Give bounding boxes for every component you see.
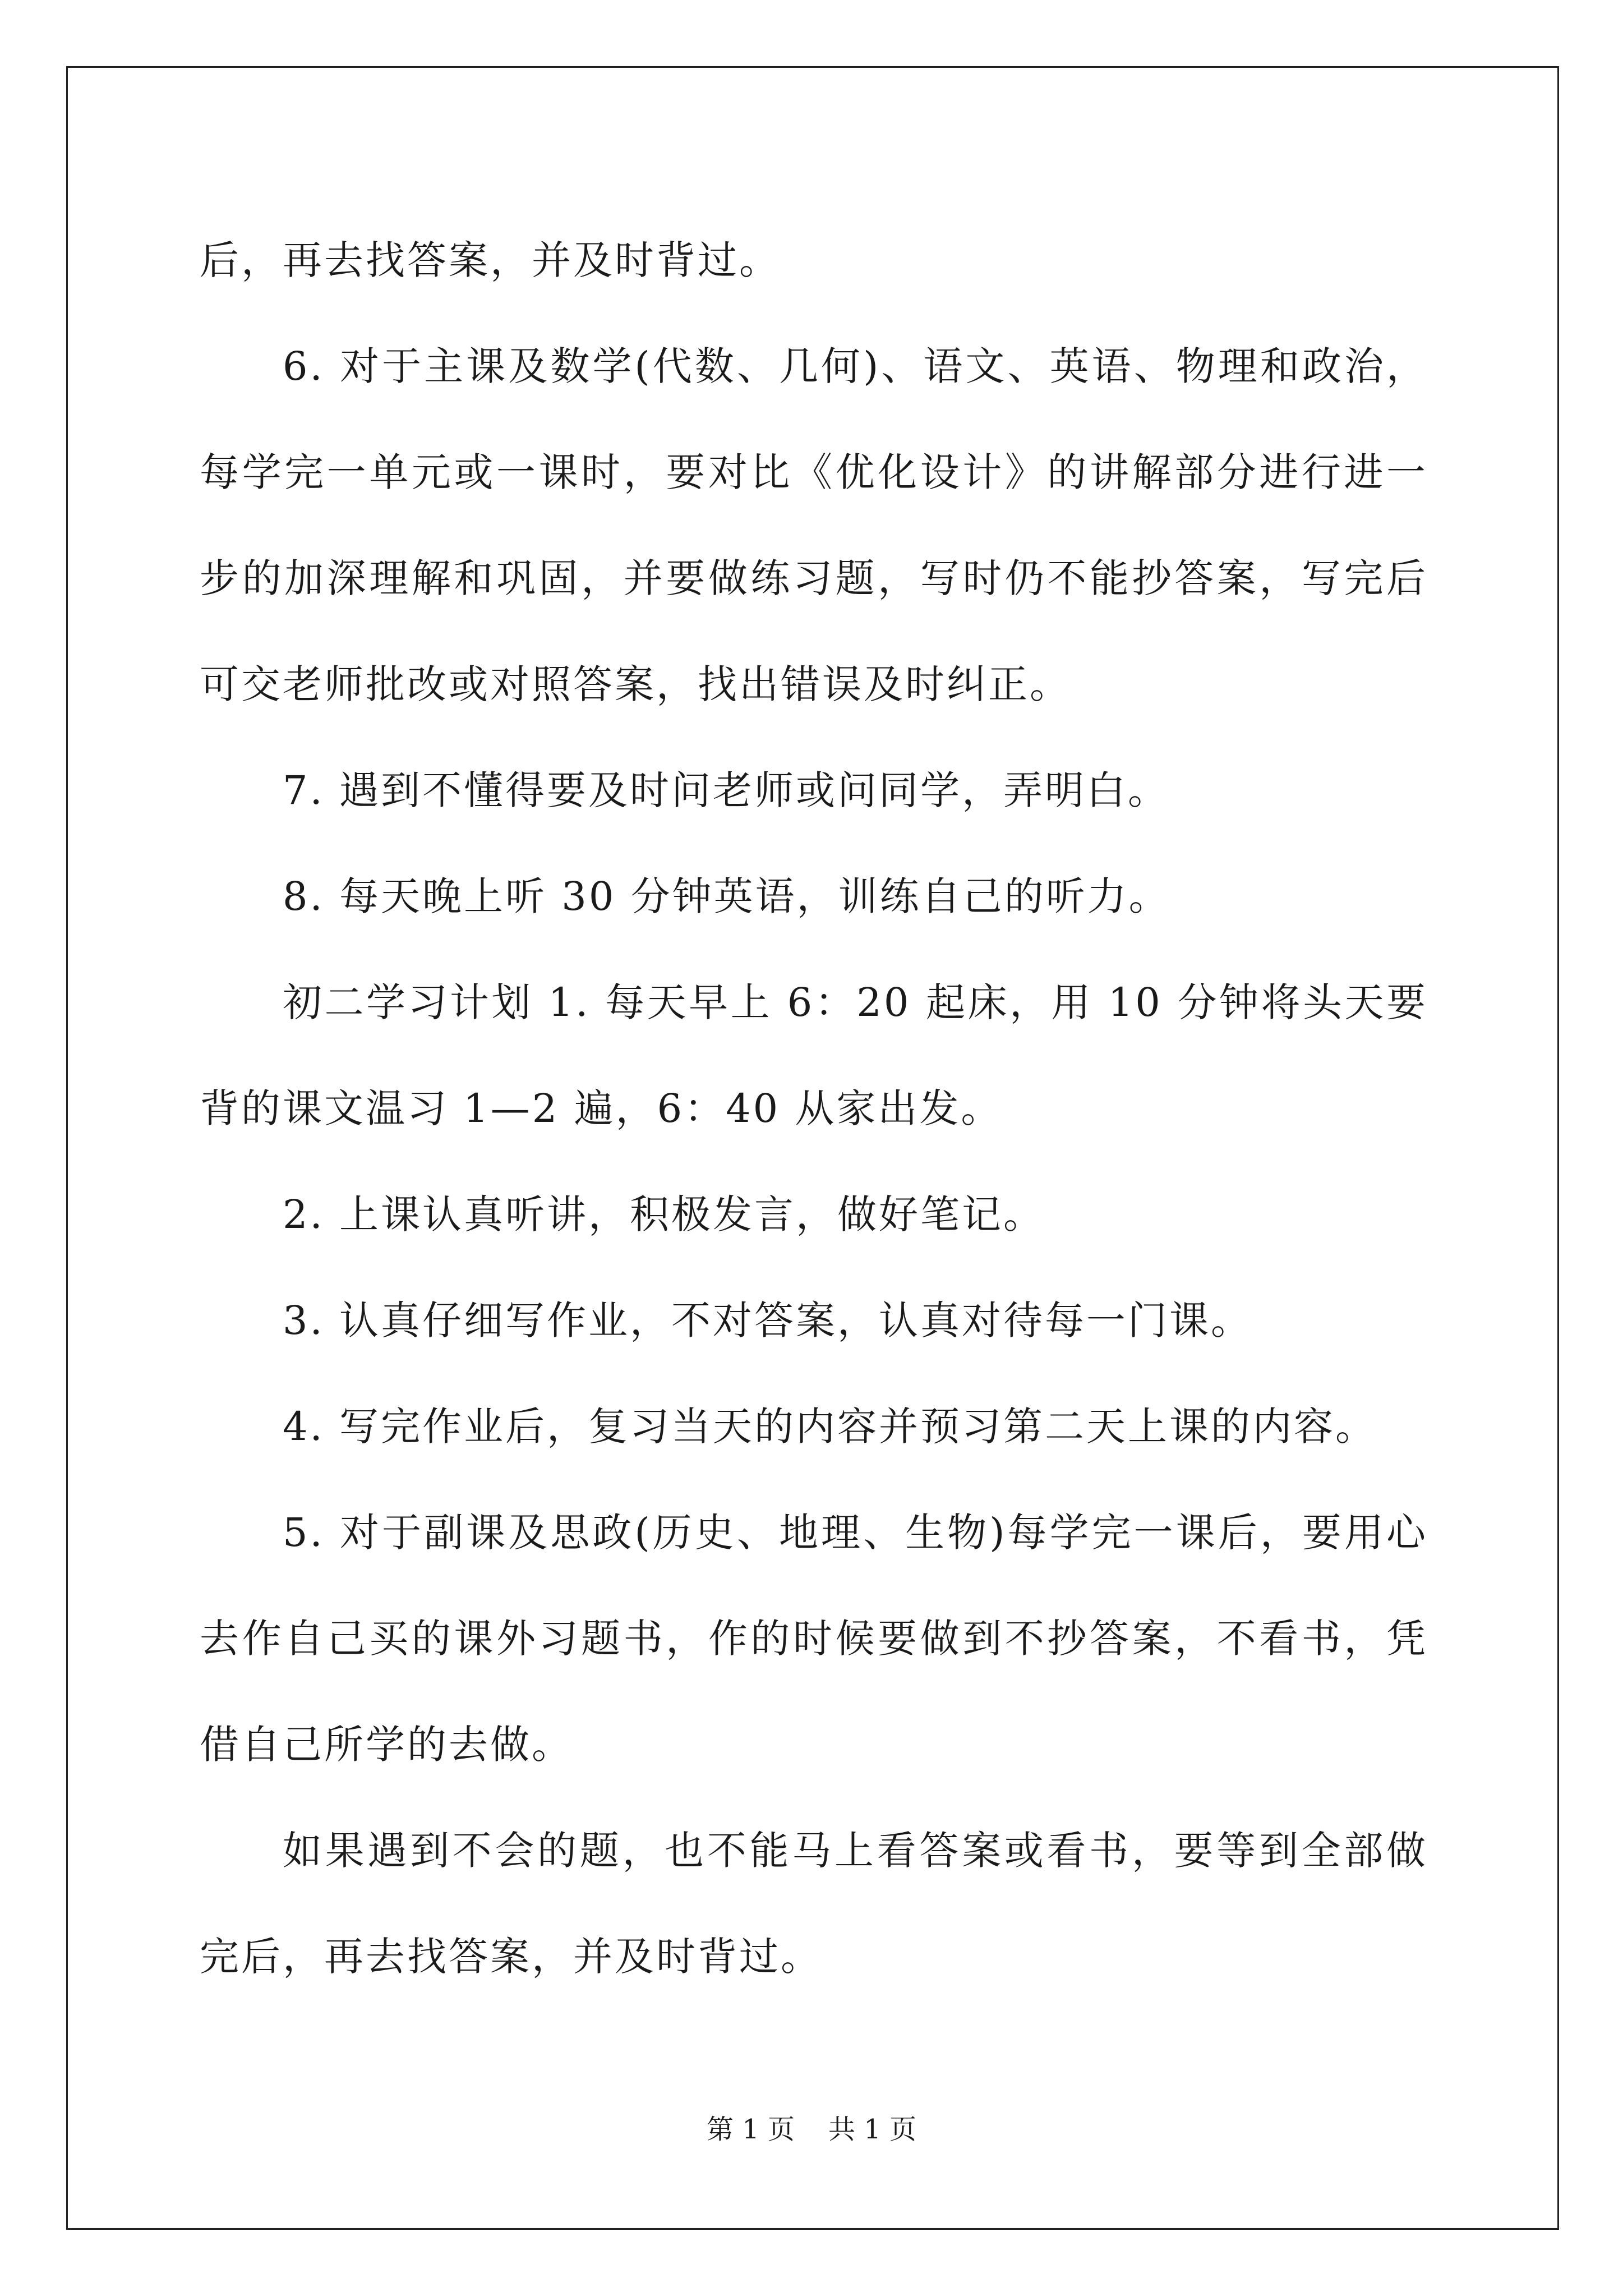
paragraph-item-7: 7. 遇到不懂得要及时问老师或问同学，弄明白。 [283, 767, 1170, 813]
paragraph-grade2-item-3: 3. 认真仔细写作业，不对答案，认真对待每一门课。 [283, 1297, 1253, 1343]
page-footer [0, 2113, 1623, 2146]
page-number-total: 共 1 页 [828, 2114, 917, 2145]
page-number-current: 第 1 页 [706, 2114, 795, 2145]
document-body [200, 208, 1428, 2010]
paragraph-item-6: 6. 对于主课及数学(代数、几何)、语文、英语、物理和政治，每学完一单元或一课时，要对比《优化设计》的讲解部分进行进一步的加深理解和巩固，并要做练习题，写时仍不能抄答案，写完后可交老师批改或对照答案，找出错误及时纠正。 [200, 343, 1428, 707]
paragraph-grade2-item-1: 初二学习计划 1. 每天早上 6：20 起床，用 10 分钟将头天要背的课文温习 1—2 遍，6：40 从家出发。 [200, 979, 1428, 1131]
paragraph-grade2-item-2: 2. 上课认真听讲，积极发言，做好笔记。 [283, 1191, 1045, 1237]
paragraph-continuation: 后，再去找答案，并及时背过。 [200, 237, 781, 283]
paragraph-grade2-item-5: 5. 对于副课及思政(历史、地理、生物)每学完一课后，要用心去作自己买的课外习题书，作的时候要做到不抄答案，不看书，凭借自己所学的去做。 [200, 1510, 1428, 1768]
paragraph-item-8: 8. 每天晚上听 30 分钟英语，训练自己的听力。 [283, 873, 1170, 919]
paragraph-grade2-item-4: 4. 写完作业后，复习当天的内容并预习第二天上课的内容。 [283, 1404, 1377, 1450]
paragraph-closing: 如果遇到不会的题，也不能马上看答案或看书，要等到全部做完后，再去找答案，并及时背过。 [200, 1828, 1428, 1980]
